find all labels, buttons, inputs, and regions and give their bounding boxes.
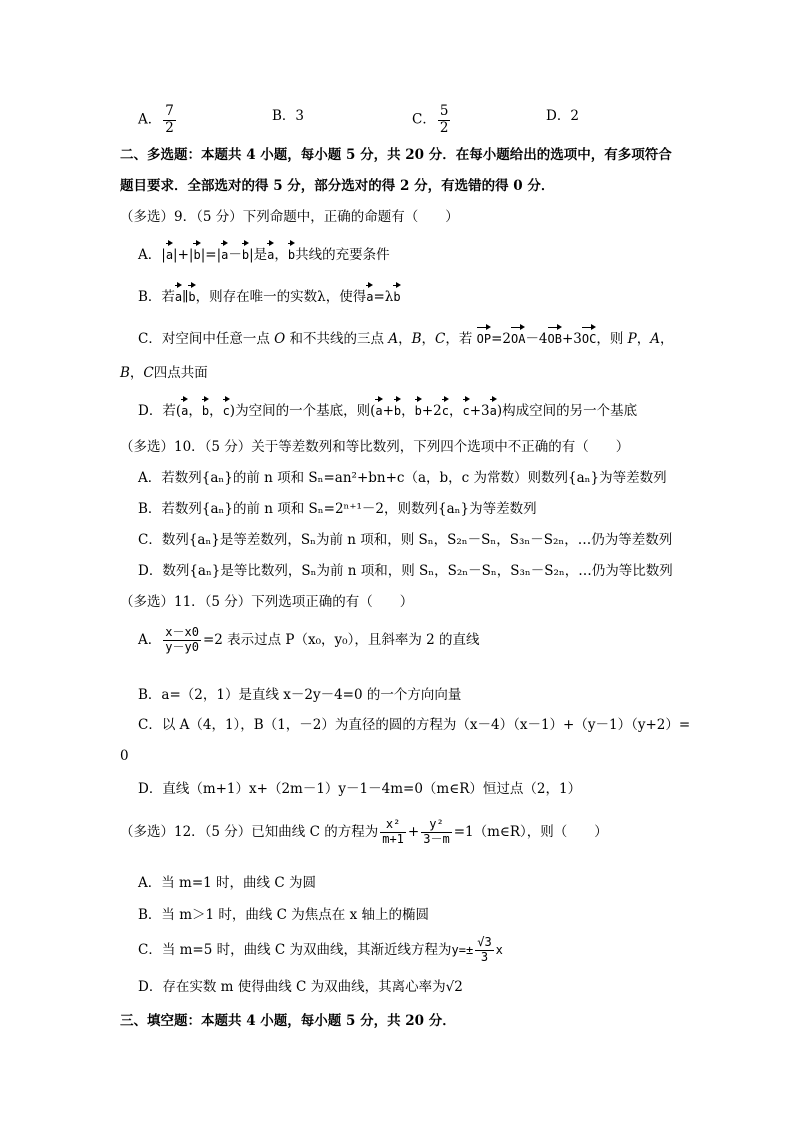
q8-a-fraction: $\frac{7}{2}$ <box>165 103 174 136</box>
q8-choice-d: D．2 <box>546 108 579 124</box>
q9-stem: （多选）9．（5 分）下列命题中，正确的命题有（ ） <box>120 209 459 225</box>
q12-eccentricity-root: √2 <box>445 979 463 995</box>
q11-choice-b: B．a=（2，1）是直线 x－2y－4=0 的一个方向向量 <box>138 687 462 703</box>
q12-choice-d: D．存在实数 m 使得曲线 C 为双曲线，其离心率为√2 <box>138 979 463 995</box>
q12-y-fraction: $\frac{\text{y²}}{3-m}$ <box>423 817 450 846</box>
q10-choice-d: D．数列{aₙ}是等比数列，Sₙ为前 n 项和，则 Sₙ，S₂ₙ－Sₙ，S₃ₙ－S₂ₙ，…仍为等比数列 <box>138 563 673 579</box>
section3-header: 三、填空题：本题共 4 小题，每小题 5 分，共 20 分． <box>120 1013 456 1029</box>
q12-asymptote-fraction: $\frac{√3}{3}$ <box>477 935 492 964</box>
q11-choice-d: D．直线（m+1）x+（2m－1）y－1－4m=0（m∈R）恒过点（2，1） <box>138 781 582 797</box>
section2-header-line2: 题目要求．全部选对的得 5 分，部分选对的得 2 分，有选错的得 0 分． <box>120 178 555 194</box>
section2-header-line1: 二、多选题：本题共 4 小题，每小题 5 分，共 20 分．在每小题给出的选项中，有多项符合 <box>120 147 672 163</box>
q10-choice-b: B．若数列{aₙ}的前 n 项和 Sₙ=2ⁿ⁺¹－2，则数列{aₙ}为等差数列 <box>138 501 537 517</box>
q12-choice-a: A．当 m=1 时，曲线 C 为圆 <box>138 875 316 891</box>
q12-choice-c: C．当 m=5 时，曲线 C 为双曲线，其渐近线方程为y=± $\frac{√3}{3}$ x <box>138 935 503 964</box>
q11-choice-a: A． $\frac{x-x0}{y-y0}$ =2 表示过点 P（x₀，y₀），且斜率为 2 的直线 <box>138 625 480 654</box>
q11-choice-c-line2: 0 <box>120 748 129 764</box>
q10-choice-a: A．若数列{aₙ}的前 n 项和 Sₙ=an²+bn+c（a，b，c 为常数）则数列{aₙ}为等差数列 <box>138 470 667 486</box>
q8-choice-c: C． $\frac{5}{2}$ <box>412 103 449 136</box>
q12-x-fraction: $\frac{\text{x²}}{m+1}$ <box>382 817 404 846</box>
q11-stem: （多选）11．（5 分）下列选项正确的有（ ） <box>120 594 414 610</box>
q10-choice-c: C．数列{aₙ}是等差数列，Sₙ为前 n 项和，则 Sₙ，S₂ₙ－Sₙ，S₃ₙ－S₂ₙ，…仍为等差数列 <box>138 532 673 548</box>
q8-choice-a: A． $\frac{7}{2}$ <box>138 103 174 136</box>
q9-choice-c-line2: B，C四点共面 <box>120 365 208 381</box>
q10-stem: （多选）10．（5 分）关于等差数列和等比数列，下列四个选项中不正确的有（ ） <box>120 439 630 455</box>
q12-choice-b: B．当 m＞1 时，曲线 C 为焦点在 x 轴上的椭圆 <box>138 907 430 923</box>
q9-choice-b: B．若a∥b，则存在唯一的实数λ，使得a=λb <box>138 289 401 305</box>
q8-choice-b: B．3 <box>272 108 305 124</box>
q9-choice-d: D．若(a，b，c)为空间的一个基底，则(a+b，b+2c，c+3a)构成空间的另一个基底 <box>138 403 638 419</box>
q11-choice-c-line1: C．以 A（4，1），B（1，－2）为直径的圆的方程为（x－4）（x－1）+（y－1）（y+2）= <box>138 717 691 733</box>
q9-choice-a: A．|a|+|b|=|a－b|是a，b共线的充要条件 <box>138 247 390 263</box>
q9-choice-c-line1: C．对空间中任意一点 O 和不共线的三点 A，B，C，若 OP=2OA－4OB+3OC，则 P，A， <box>138 331 674 347</box>
q11-a-fraction: $\frac{x-x0}{y-y0}$ <box>165 625 199 654</box>
q8-c-fraction: $\frac{5}{2}$ <box>439 103 449 136</box>
q12-stem: （多选）12．（5 分）已知曲线 C 的方程为 $\frac{\text{x²}}{m+1}$ + $\frac{\text{y²}}{3-m}$ =1（m∈R），则（ ） <box>120 817 608 846</box>
